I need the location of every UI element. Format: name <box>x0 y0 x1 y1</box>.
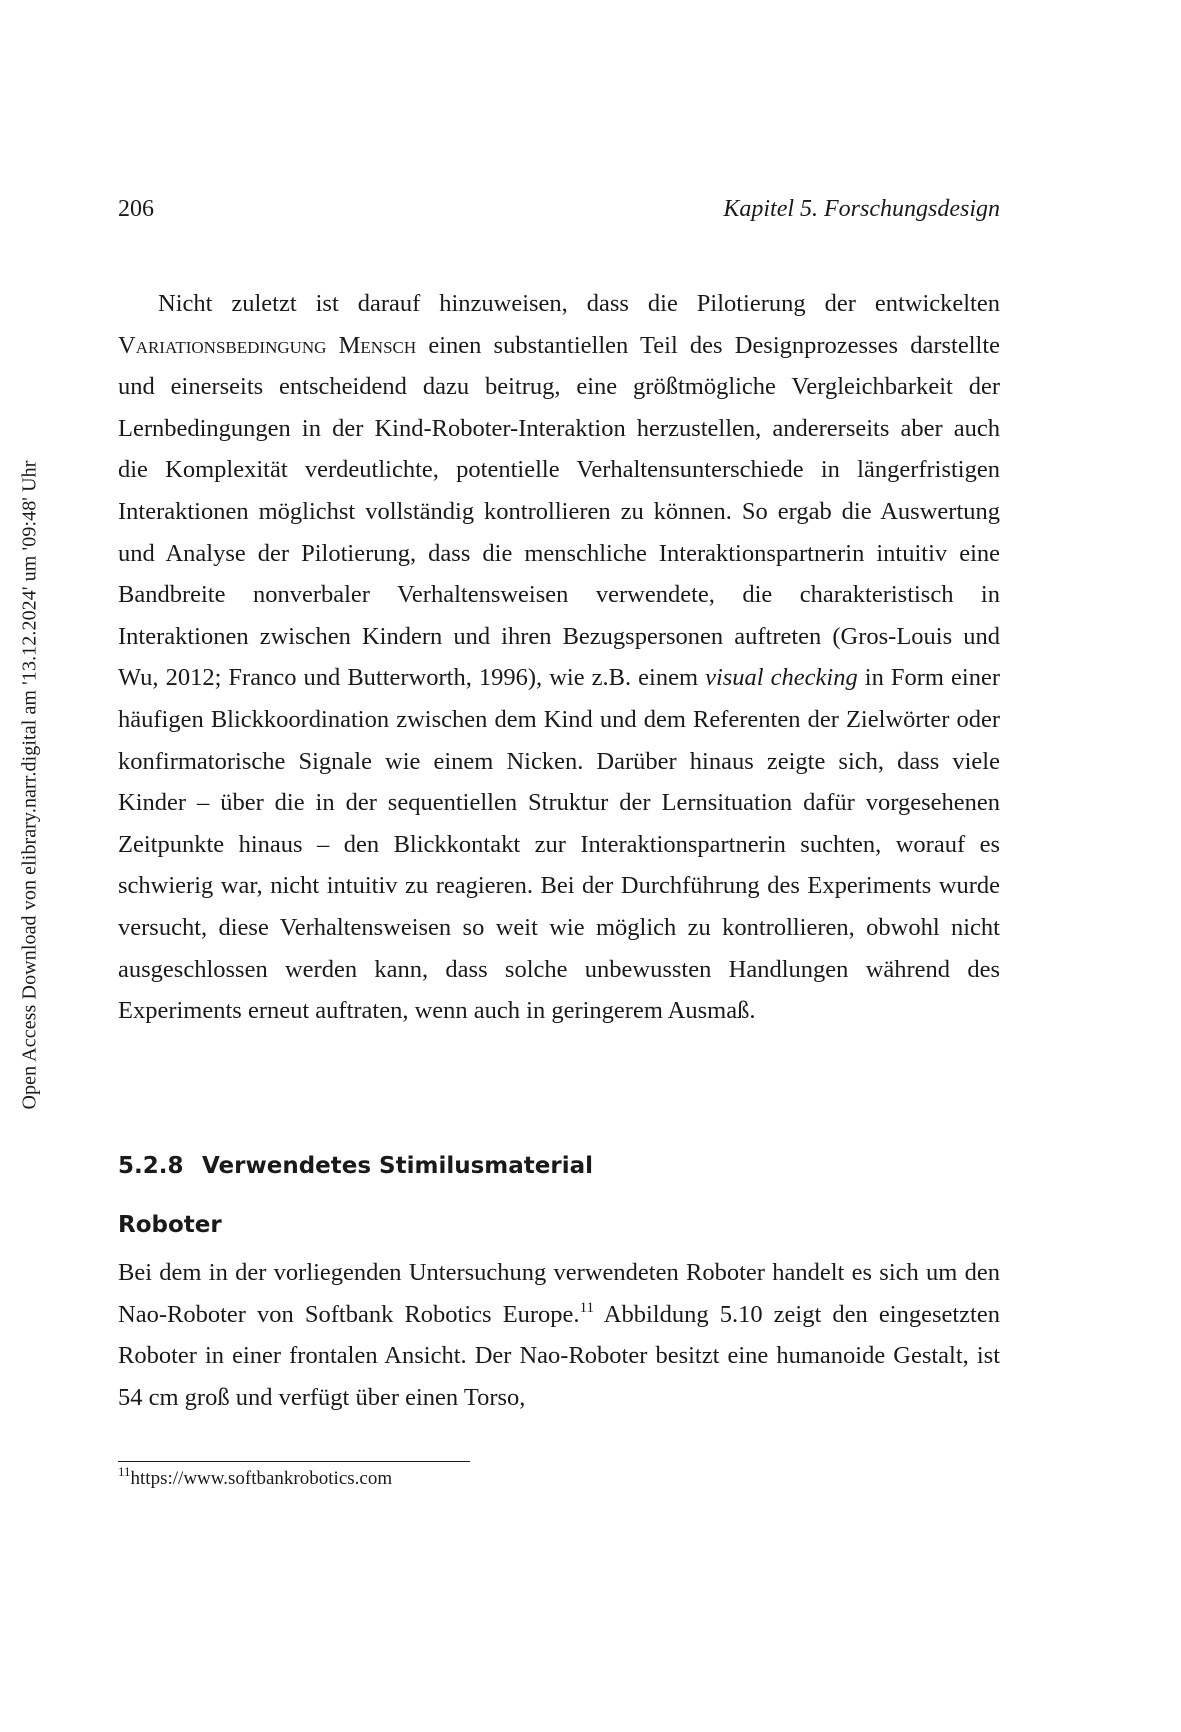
body-paragraph-2 <box>118 1252 1000 1418</box>
section-title: Verwendetes Stimilusmaterial <box>202 1153 594 1179</box>
paragraph-text: in Form einer häufigen Blickkoordination zwischen dem Kind und dem Referenten der Zielwörter oder konfirmatorische Signale wie einem Nicken. Darüber hinaus zeigte sich, dass viele Kinder – über die in der sequentiellen Struktur der Lernsituation dafür vorgesehenen Zeitpunkte hinaus – den Blickkontakt zur Interaktionspartnerin suchten, worauf es schwierig war, nicht intuitiv zu reagieren. Bei der Durchführung des Experiments wurde versucht, diese Verhaltensweisen so weit wie möglich zu kontrollieren, obwohl nicht ausgeschlossen werden kann, dass solche unbewussten Handlungen während des Experiments erneut auftraten, wenn auch in geringerem Ausmaß. <box>118 664 1001 1025</box>
footnote-link[interactable]: https://www.softbankrobotics.com <box>130 1468 393 1489</box>
running-head: Kapitel 5. Forschungsdesign <box>723 196 1000 222</box>
footnote-mark: 11 <box>118 1464 131 1479</box>
paragraph-text: Bei dem in der vorliegenden Untersuchung verwendeten Roboter handelt es sich um den Nao-Roboter von Softbank Robotics Europe. <box>118 1259 1000 1328</box>
footnote <box>118 1464 393 1490</box>
italic-term: visual checking <box>705 664 858 692</box>
body-paragraph-1 <box>118 283 1000 1032</box>
smallcaps-term: Variationsbedingung Mensch <box>118 331 417 359</box>
footnote-divider <box>118 1461 470 1462</box>
page-number: 206 <box>118 196 154 222</box>
paragraph-text: einen substantiellen Teil des Designprozesses darstellte und einerseits entscheidend dazu beitrug, eine größtmögliche Vergleichbarkeit der Lernbedingungen in der Kind-Roboter-Interaktion herzustellen, andererseits aber auch die Komplexität verdeutlichte, potentielle Verhaltensunterschiede in längerfristigen Interaktionen möglichst vollständig kontrollieren zu können. So ergab die Auswertung und Analyse der Pilotierung, dass die menschliche Interaktionspartnerin intuitiv eine Bandbreite nonverbaler Verhaltensweisen verwendete, die charakteristisch in Interaktionen zwischen Kindern und ihren Bezugspersonen auftreten (Gros-Louis und Wu, 2012; Franco und Butterworth, 1996), wie z.B. einem <box>118 331 1001 692</box>
section-heading <box>118 1153 593 1179</box>
download-watermark: Open Access Download von elibrary.narr.digital am '13.12.2024' um '09:48' Uhr <box>18 460 41 1110</box>
paragraph-text: Nicht zuletzt ist darauf hinzuweisen, dass die Pilotierung der entwickelten <box>158 290 1000 317</box>
paragraph-text: Abbildung 5.10 zeigt den eingesetzten Roboter in einer frontalen Ansicht. Der Nao-Roboter besitzt eine humanoide Gestalt, ist 54 cm groß und verfügt über einen Torso, <box>118 1300 1000 1411</box>
subsection-heading: Roboter <box>118 1212 222 1238</box>
section-number: 5.2.8 <box>118 1153 184 1179</box>
footnote-reference[interactable]: 11 <box>579 1299 595 1316</box>
